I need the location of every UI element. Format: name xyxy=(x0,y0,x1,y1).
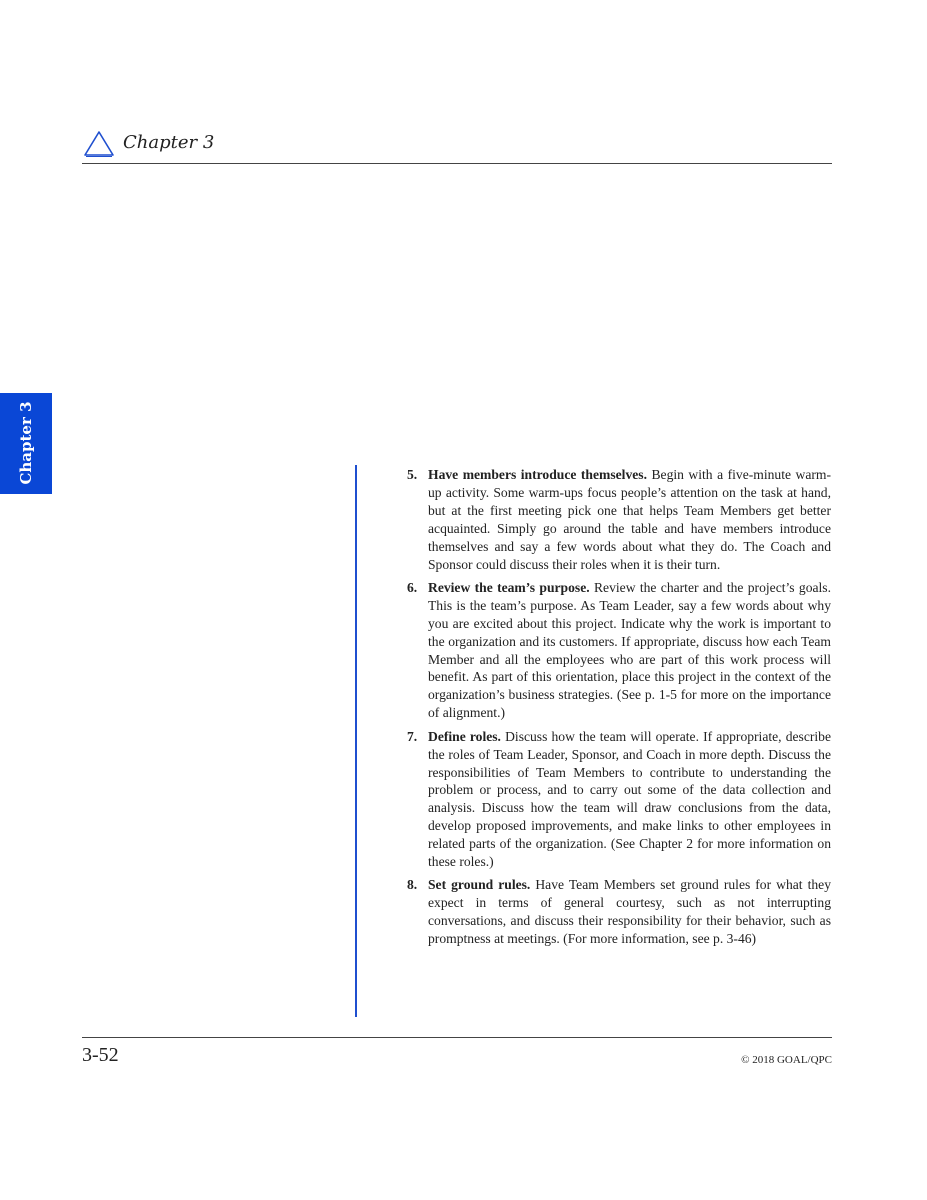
numbered-list xyxy=(407,466,831,954)
list-item xyxy=(407,728,831,871)
item-text: Review the charter and the project’s goals. This is the team’s purpose. As Team Leader, say a few words about why you are excited about this project. Indicate why the work is important to the organization and its customers. If appropriate, discuss how each Team Member and all the employees who are part of this work process will benefit. As part of this orientation, place this project in the context of the organization’s business strategies. (See p. 1-5 for more on the importance of alignment.) xyxy=(428,579,831,721)
item-body xyxy=(428,876,831,948)
item-heading: Review the team’s purpose. xyxy=(428,579,590,595)
item-number: 6. xyxy=(407,579,418,595)
item-body xyxy=(428,579,831,722)
item-text: Begin with a five-minute warm-up activity. Some warm-ups focus people’s attention on the task at hand, but at the first meeting pick one that helps Team Members get better acquainted. Simply go around the table and have members introduce themselves and say a few words about what they do. The Coach and Sponsor could discuss their roles when it is their turn. xyxy=(428,467,831,572)
page-footer xyxy=(82,1037,832,1066)
item-body xyxy=(428,728,831,871)
triangle-icon xyxy=(83,130,115,158)
chapter-title: Chapter 3 xyxy=(123,132,215,153)
margin-rule xyxy=(355,465,357,1017)
side-tab-label: Chapter 3 xyxy=(17,401,35,485)
list-item xyxy=(407,466,831,573)
item-body xyxy=(428,466,831,573)
list-item xyxy=(407,579,831,722)
copyright-notice: © 2018 GOAL/QPC xyxy=(741,1054,832,1066)
item-heading: Have members introduce themselves. xyxy=(428,467,647,482)
item-text: Have Team Members set ground rules for what they expect in terms of general courtesy, such as not interrupting conversations, and discuss their responsibility for their behavior, such as promptness at meetings. (For more information, see p. 3-46) xyxy=(428,877,831,947)
chapter-side-tab xyxy=(0,393,52,494)
item-heading: Define roles. xyxy=(428,728,501,744)
item-heading: Set ground rules. xyxy=(428,877,531,893)
list-item xyxy=(407,876,831,948)
page-number: 3-52 xyxy=(82,1044,119,1066)
item-number: 5. xyxy=(407,467,418,482)
item-number: 8. xyxy=(407,877,418,893)
item-number: 7. xyxy=(407,728,418,744)
running-header xyxy=(82,128,832,164)
item-text: Discuss how the team will operate. If appropriate, describe the roles of Team Leader, Sponsor, and Coach in more depth. Discuss the responsibilities of Team Members to contribute to understanding the problem or process, and to carry out some of the data collection and analysis. Discuss how the team will draw conclusions from the data, develop proposed improvements, and make links to other employees in related parts of the organization. (See Chapter 2 for more information on these roles.) xyxy=(428,728,831,870)
